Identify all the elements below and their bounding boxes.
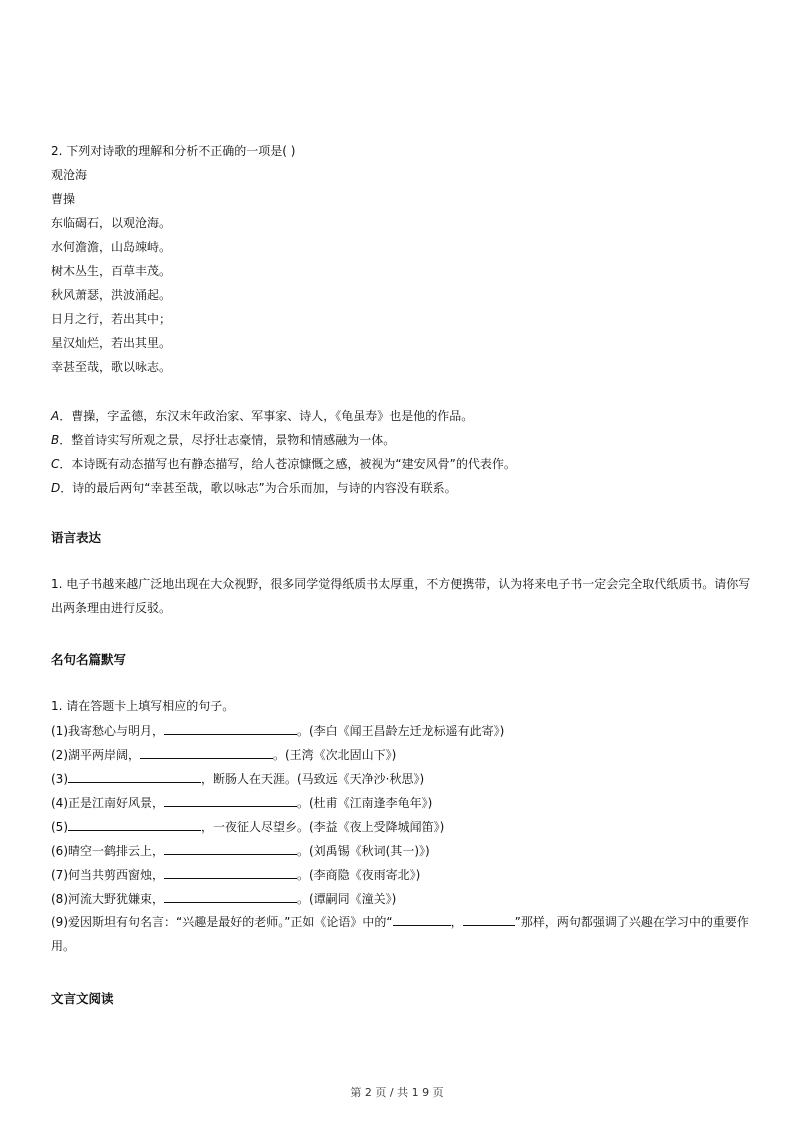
option-letter: A — [51, 409, 60, 423]
dictation-item-7 — [51, 866, 420, 883]
section-heading-classical: 文言文阅读 — [51, 991, 114, 1006]
dictation-item-5 — [51, 818, 444, 835]
dictation-item-6 — [51, 842, 430, 859]
item-text-before: (4)正是江南好风景， — [51, 796, 164, 810]
item-text-before: (2)湖平两岸阔， — [51, 748, 140, 762]
answer-blank[interactable] — [164, 890, 297, 903]
dictation-item-9 — [51, 910, 751, 958]
poem-line: 幸甚至哉，歌以咏志。 — [51, 360, 172, 374]
poem-line: 秋风萧瑟，洪波涌起。 — [51, 288, 172, 302]
dictation-item-3 — [51, 770, 424, 787]
dictation-item-2 — [51, 746, 396, 763]
option-a — [51, 408, 473, 424]
item-text-before: (9)爱因斯坦有句名言：“兴趣是最好的老师。”正如《论语》中的“ — [51, 915, 393, 929]
poem-line: 日月之行，若出其中； — [51, 312, 172, 326]
item-text-after: 。(刘禹锡《秋词(其一)》) — [297, 844, 430, 858]
item-text-before: (6)晴空一鹤排云上， — [51, 844, 164, 858]
section-heading-language: 语言表达 — [51, 530, 102, 545]
item-text-after: ，一夜征人尽望乡。(李益《夜上受降城闻笛》) — [201, 820, 445, 834]
option-letter: D — [51, 481, 61, 495]
item-separator: ， — [450, 915, 463, 929]
item-text-after: 。(谭嗣同《潼关》) — [297, 892, 397, 906]
option-c — [51, 456, 516, 472]
answer-blank[interactable] — [164, 842, 297, 855]
poem-line: 星汉灿烂，若出其里。 — [51, 336, 172, 350]
answer-blank[interactable] — [140, 746, 273, 759]
option-b — [51, 432, 395, 448]
item-text-before: (7)何当共剪西窗烛， — [51, 868, 164, 882]
item-text-after: 。(李白《闻王昌龄左迁龙标遥有此寄》) — [297, 724, 505, 738]
item-text-after: ”那样，两句都强调了兴趣在学习中的重要作用。 — [51, 915, 749, 953]
answer-blank[interactable] — [393, 913, 451, 926]
item-text-before: (8)河流大野犹嫌束， — [51, 892, 164, 906]
answer-blank[interactable] — [463, 913, 515, 926]
option-text: ．曹操，字孟德，东汉末年政治家、军事家、诗人，《龟虽寿》也是他的作品。 — [59, 409, 474, 423]
poem-line: 树木丛生，百草丰茂。 — [51, 264, 172, 278]
dictation-stem: 1. 请在答题卡上填写相应的句子。 — [51, 699, 235, 713]
answer-blank[interactable] — [68, 770, 201, 783]
poem-line: 东临碣石，以观沧海。 — [51, 216, 172, 230]
option-letter: C — [51, 457, 60, 471]
item-text-before: (3) — [51, 772, 68, 786]
item-text-before: (1)我寄愁心与明月， — [51, 724, 164, 738]
dictation-item-8 — [51, 890, 396, 907]
poem-line: 水何澹澹，山岛竦峙。 — [51, 240, 172, 254]
item-text-after: ，断肠人在天涯。(马致远《天净沙·秋思》) — [201, 772, 425, 786]
option-text: ．诗的最后两句“幸甚至哉，歌以咏志”为合乐而加，与诗的内容没有联系。 — [60, 481, 457, 495]
option-text: ．本诗既有动态描写也有静态描写，给人苍凉慷慨之感，被视为“建安风骨”的代表作。 — [59, 457, 516, 471]
option-text: ．整首诗实写所观之景，尽抒壮志豪情，景物和情感融为一体。 — [59, 433, 396, 447]
option-letter: B — [51, 433, 60, 447]
poem-title: 观沧海 — [51, 168, 88, 182]
section-heading-dictation: 名句名篇默写 — [51, 652, 127, 667]
answer-blank[interactable] — [164, 866, 297, 879]
answer-blank[interactable] — [164, 722, 297, 735]
language-question-1: 1. 电子书越来越广泛地出现在大众视野，很多同学觉得纸质书太厚重，不方便携带，认为将来电子书一定会完全取代纸质书。请你写出两条理由进行反驳。 — [51, 577, 751, 615]
page-number: 第 2 页 / 共 1 9 页 — [350, 1086, 444, 1099]
item-text-before: (5) — [51, 820, 68, 834]
question-2-stem: 2. 下列对诗歌的理解和分析不正确的一项是( ) — [51, 144, 296, 158]
item-text-after: 。(李商隐《夜雨寄北》) — [297, 868, 421, 882]
answer-blank[interactable] — [68, 818, 201, 831]
option-d — [51, 480, 457, 496]
dictation-item-4 — [51, 794, 432, 811]
answer-blank[interactable] — [164, 794, 297, 807]
item-text-after: 。(王湾《次北固山下》) — [273, 748, 397, 762]
item-text-after: 。(杜甫《江南逢李龟年》) — [297, 796, 433, 810]
poem-author: 曹操 — [51, 192, 76, 206]
dictation-item-1 — [51, 722, 504, 739]
